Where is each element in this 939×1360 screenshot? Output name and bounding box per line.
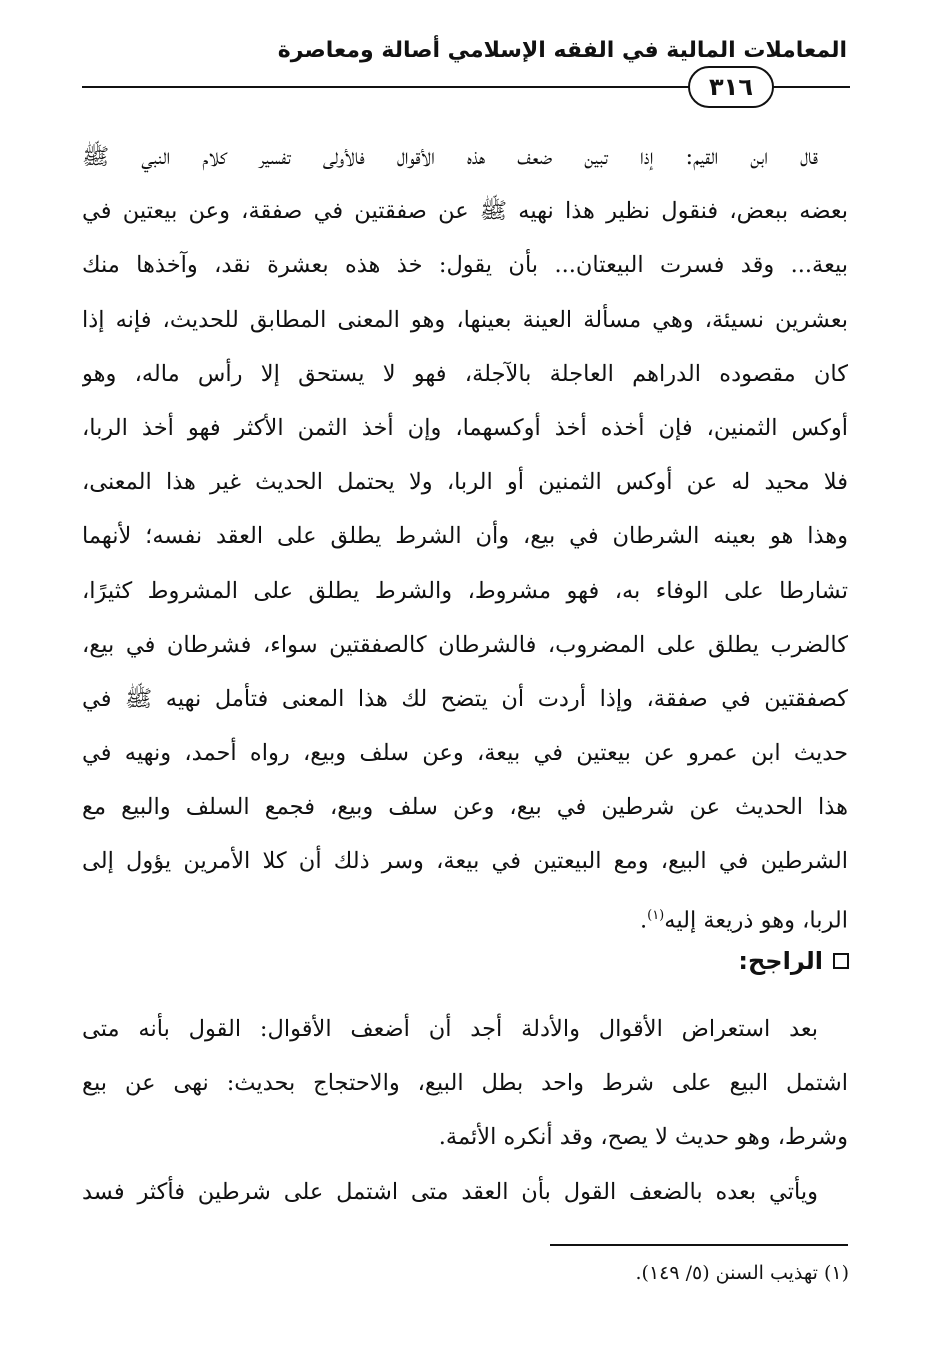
text-line: وشرط، وهو حديث لا يصح، وقد أنكره الأئمة. (438, 1124, 848, 1151)
footnote-marker: (١) (647, 907, 665, 923)
text-line: الشرطين في البيع، ومع البيعتين في بيعة، وسر ذلك أن كلا الأمرين يؤول إلى (82, 848, 848, 875)
page-number: ٣١٦ (688, 66, 774, 108)
paragraph-end: . (639, 907, 648, 934)
footnote-rule (550, 1244, 848, 1246)
running-header-title: المعاملات المالية في الفقه الإسلامي أصالة ومعاصرة (277, 38, 847, 63)
conclusion-paragraphs (82, 1002, 848, 1219)
text-line: أوكس الثمنين، فإن أخذه أخذ أوكسهما، وإن أخذ الثمن الأكثر فهو أخذ الربا، (82, 414, 848, 441)
square-bullet-icon (833, 953, 849, 969)
text-line: بعضه ببعض، فنقول نظير هذا نهيه ﷺ عن صفقتين في صفقة، وعن بيعتين في (82, 198, 848, 225)
text-line: كان مقصوده الدراهم العاجلة بالآجلة، فهو لا يستحق إلا رأس ماله، وهو (82, 360, 848, 387)
text-line: فلا محيد له عن أوكس الثمنين أو الربا، ولا يحتمل الحديث غير هذا المعنى، (82, 469, 848, 496)
text-line: اشتمل البيع على شرط واحد بطل البيع، والاحتجاج بحديث: نهى عن بيع (82, 1070, 848, 1097)
text-line: تشارطا على الوفاء به، فهو مشروط، والشرط يطلق على المشروط كثيرًا، (82, 577, 848, 604)
text-line: كالضرب يطلق على المضروب، فالشرطان كالصفقتين سواء، فشرطان في بيع، (82, 631, 848, 658)
text-line-last (82, 889, 848, 943)
text-line: بعشرين نسيئة، وهي مسألة العينة بعينها، وهو المعنى المطابق للحديث، فإنه إذا (82, 306, 848, 333)
main-paragraph (82, 130, 848, 943)
text-line: حديث ابن عمرو عن بيعتين في بيعة، وعن سلف وبيع، رواه أحمد، ونهيه في (82, 740, 848, 767)
section-heading (738, 947, 849, 975)
footnote: (١) تهذيب السنن (٥/ ١٤٩). (635, 1262, 849, 1284)
text-line: هذا الحديث عن شرطين في بيع، وعن سلف وبيع، فجمع السلف والبيع مع (82, 794, 848, 821)
text-line-content: الربا، وهو ذريعة إليه (664, 907, 848, 934)
text-line: بعد استعراض الأقوال والأدلة أجد أن أضعف الأقوال: القول بأنه متى (82, 1016, 818, 1042)
text-line: كصفقتين في صفقة، وإذا أردت أن يتضح لك هذا المعنى فتأمل نهيه ﷺ في (82, 685, 848, 712)
text-line: بيعة... وقد فسرت البيعتان... بأن يقول: خذ هذه بعشرة نقد، وآخذها منك (82, 252, 848, 279)
text-line: ويأتي بعده بالضعف القول بأن العقد متى اشتمل على شرطين فأكثر فسد (82, 1178, 818, 1205)
text-line: وهذا هو بعينه الشرطان في بيع، وأن الشرط يطلق على العقد نفسه؛ لأنهما (82, 523, 848, 550)
text-line: قال ابن القيم: إذا تبين ضعف هذه الأقوال فالأولى تفسير كلام النبي ﷺ (82, 144, 818, 170)
section-heading-text: الراجح: (738, 947, 823, 975)
